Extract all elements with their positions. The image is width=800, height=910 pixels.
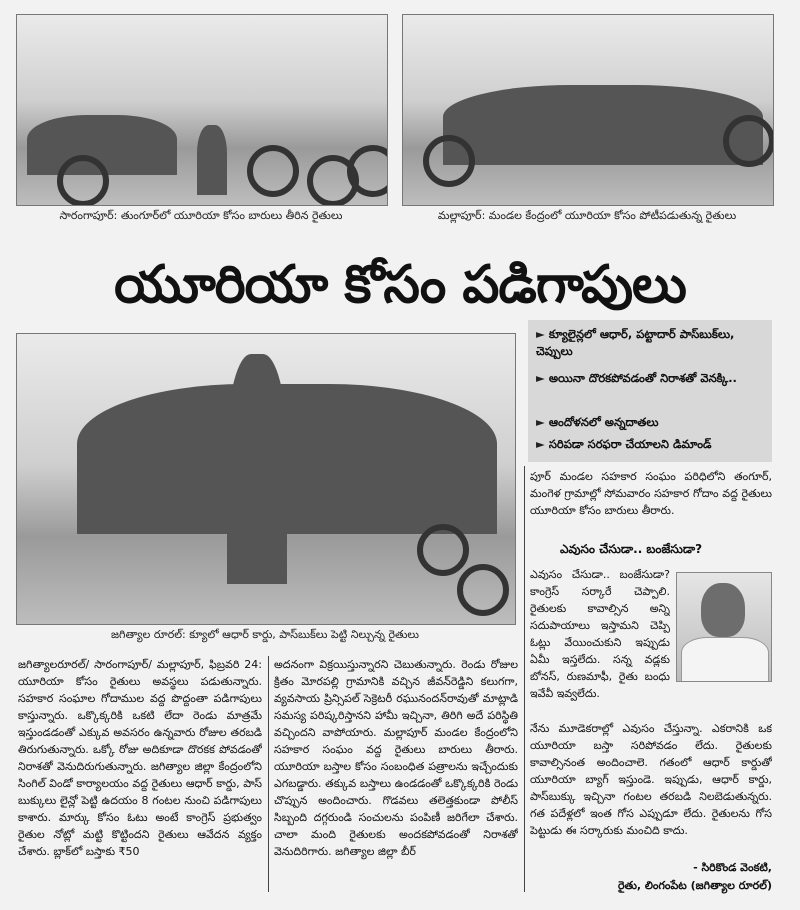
highlight-item: ► ఆందోళనలో అన్నదాతలు <box>536 415 659 429</box>
headline: యూరియా కోసం పడిగాపులు <box>114 255 686 315</box>
farmer-portrait <box>676 572 772 682</box>
byline-place: రైతు, లింగంపేట (జగిత్యాల రూరల్) <box>618 879 772 892</box>
portrait-shirt <box>681 637 769 682</box>
triangle-bullet-icon: ► <box>536 327 545 341</box>
column-divider <box>268 656 269 892</box>
highlight-item: ► క్యూలైన్లలో ఆధార్, పట్టాదార్ పాస్‌బుక్‌లు, చెప్పులు <box>536 327 735 358</box>
byline-name: - సిరికొండ వెంకటి, <box>693 861 772 874</box>
right-intro-paragraph: పూర్ మండల సహకార సంఘం పరిధిలోని తంగూర్, మంగెళ గ్రామాల్లో సోమవారం సహకార గోదాం వద్ద రైతులు యూరియా కోసం బారులు తీరారు. <box>530 470 772 517</box>
farmer-quote-part2: నేను మూడెకరాల్లో ఎవుసం చేస్తున్నా. ఎకరానికి ఒక యూరియా బస్తా సరిపోవడం లేదు. రైతులకు కావాల్సినంత అందించాలె. గతంలో ఆధార్ కార్డుతో యూరియా బ్యాగ్ ఇస్తుండె. ఇప్పుడు, ఆధార్ కార్డు, పాస్‌బుక్కు ఇచ్చినా గంటల తరబడి నిలబెడుతున్నరు. గత పదేళ్లలో ఇంత గోస ఎప్పుడూ లేదు. రైతులను గోస పెట్టుడు ఈ సర్కారుకు మంచిది కాదు. <box>530 722 772 837</box>
article-column-1: జగిత్యాలరూరల్/ సారంగాపూర్/ మల్లాపూర్, ఫిబ్రవరి 24: యూరియా కోసం రైతులు అవస్థలు పడుతున్నారు. సహకార సంఘాల గోదాముల వద్ద పొద్దంతా పడిగాపులు కాస్తున్నారు. ఒక్కొక్కరికి ఒకటి లేదా రెండు మాత్రమే ఇస్తుండడంతో ఎక్కువ అవసరం ఉన్నవారు రోజుల తరబడి తిరుగుతున్నారు. ఒక్కో రోజు అదికూడా దొరకక పోవడంతో నిరాశతో వెనుదిరుగుతున్నారు. జగిత్యాల జిల్లా కేంద్రంలోని సింగిల్ విండో కార్యాలయం వద్ద రైతులు ఆధార్ కార్డు, పాస్ బుక్కులు లైన్లో పెట్టి ఉదయం 8 గంటల నుంచి పడిగాపులు కాశారు. మార్కు కోసం ఓటు అంటే కాంగ్రెస్ ప్రభుత్వం రైతుల నోట్లో మట్టి కొట్టిందని రైతులు ఆవేదన వ్యక్తం చేశారు. బ్లాక్‌లో బస్తాకు ₹50 <box>18 658 262 858</box>
photo-caption-sarangapur: సారంగాపూర్: తుంగూర్‌లో యూరియా కోసం బారులు తీరిన రైతులు <box>59 209 343 222</box>
portrait-head <box>701 583 745 637</box>
highlight-item: ► అయినా దొరకపోవడంతో నిరాశతో వెనక్కి.. <box>536 371 737 385</box>
triangle-bullet-icon: ► <box>536 371 545 385</box>
photo-jagtial-queue <box>16 333 516 625</box>
triangle-bullet-icon: ► <box>536 437 545 451</box>
quote-subhead: ఎవుసం చేసుడా.. బంజేసుడా? <box>560 542 703 556</box>
photo-mallapur <box>402 14 774 206</box>
photo-caption-mallapur: మల్లాపూర్: మండల కేంద్రంలో యూరియా కోసం పోటీపడుతున్న రైతులు <box>437 209 737 222</box>
highlights-box <box>528 320 772 462</box>
column-divider-right <box>524 466 525 892</box>
article-column-2: అదనంగా విక్రయిస్తున్నారని చెబుతున్నారు. రెండు రోజుల క్రితం మోరపల్లి గ్రామానికి వచ్చిన జీవన్‌రెడ్డిని కలుగగా, వ్యవసాయ ప్రిన్సిపల్ సెక్రెటరీ రఘునందన్‌రావుతో మాట్లాడి సమస్య పరిష్కరిస్తానని హామీ ఇచ్చినా, తిరిగి అదే పరిస్థితి వచ్చిందని వాపోయారు. మల్లాపూర్ మండల కేంద్రంలోని సహకార సంఘం వద్ద రైతులు బారులు తీరారు. యూరియా బస్తాల కోసం సంబంధిత పత్రాలను ఇచ్చేందుకు ఎగబడ్డారు. తక్కువ బస్తాలు ఉండడంతో ఒక్కొక్కరికి రెండు చొప్పున అందించారు. గొడవలు తలెత్తకుండా పోలీస్ సిబ్బంది దగ్గరుండి సంచులను పంపిణీ జరిగేలా చేశారు. చాలా మంది రైతులకు అందకపోవడంతో నిరాశతో వెనుదిరిగారు. జగిత్యాల జిల్లా బీర్ <box>274 658 518 858</box>
farmer-quote-part1: ఎవుసం చేసుడా.. బంజేసుడా? కాంగ్రెస్ సర్కారే చెప్పాలి. రైతులకు కావాల్సిన అన్ని సదుపాయాలు ఇస్తామని చెప్పి ఓట్లు వేయించుకుని ఇప్పుడు ఏమీ ఇస్తలేదు. సన్న వడ్లకు బోనస్, రుణమాఫీ, రైతు బంధు ఇవేవీ ఇవ్వలేదు. <box>530 568 670 700</box>
highlight-item: ► సరిపడా సరఫరా చేయాలని డిమాండ్ <box>536 437 712 451</box>
triangle-bullet-icon: ► <box>536 415 545 429</box>
photo-caption-jagtial: జగిత్యాల రూరల్: క్యూలో ఆధార్ కార్డు, పాస్‌బుక్‌లు పెట్టి నిల్చున్న రైతులు <box>111 628 419 641</box>
photo-sarangapur <box>16 14 388 206</box>
